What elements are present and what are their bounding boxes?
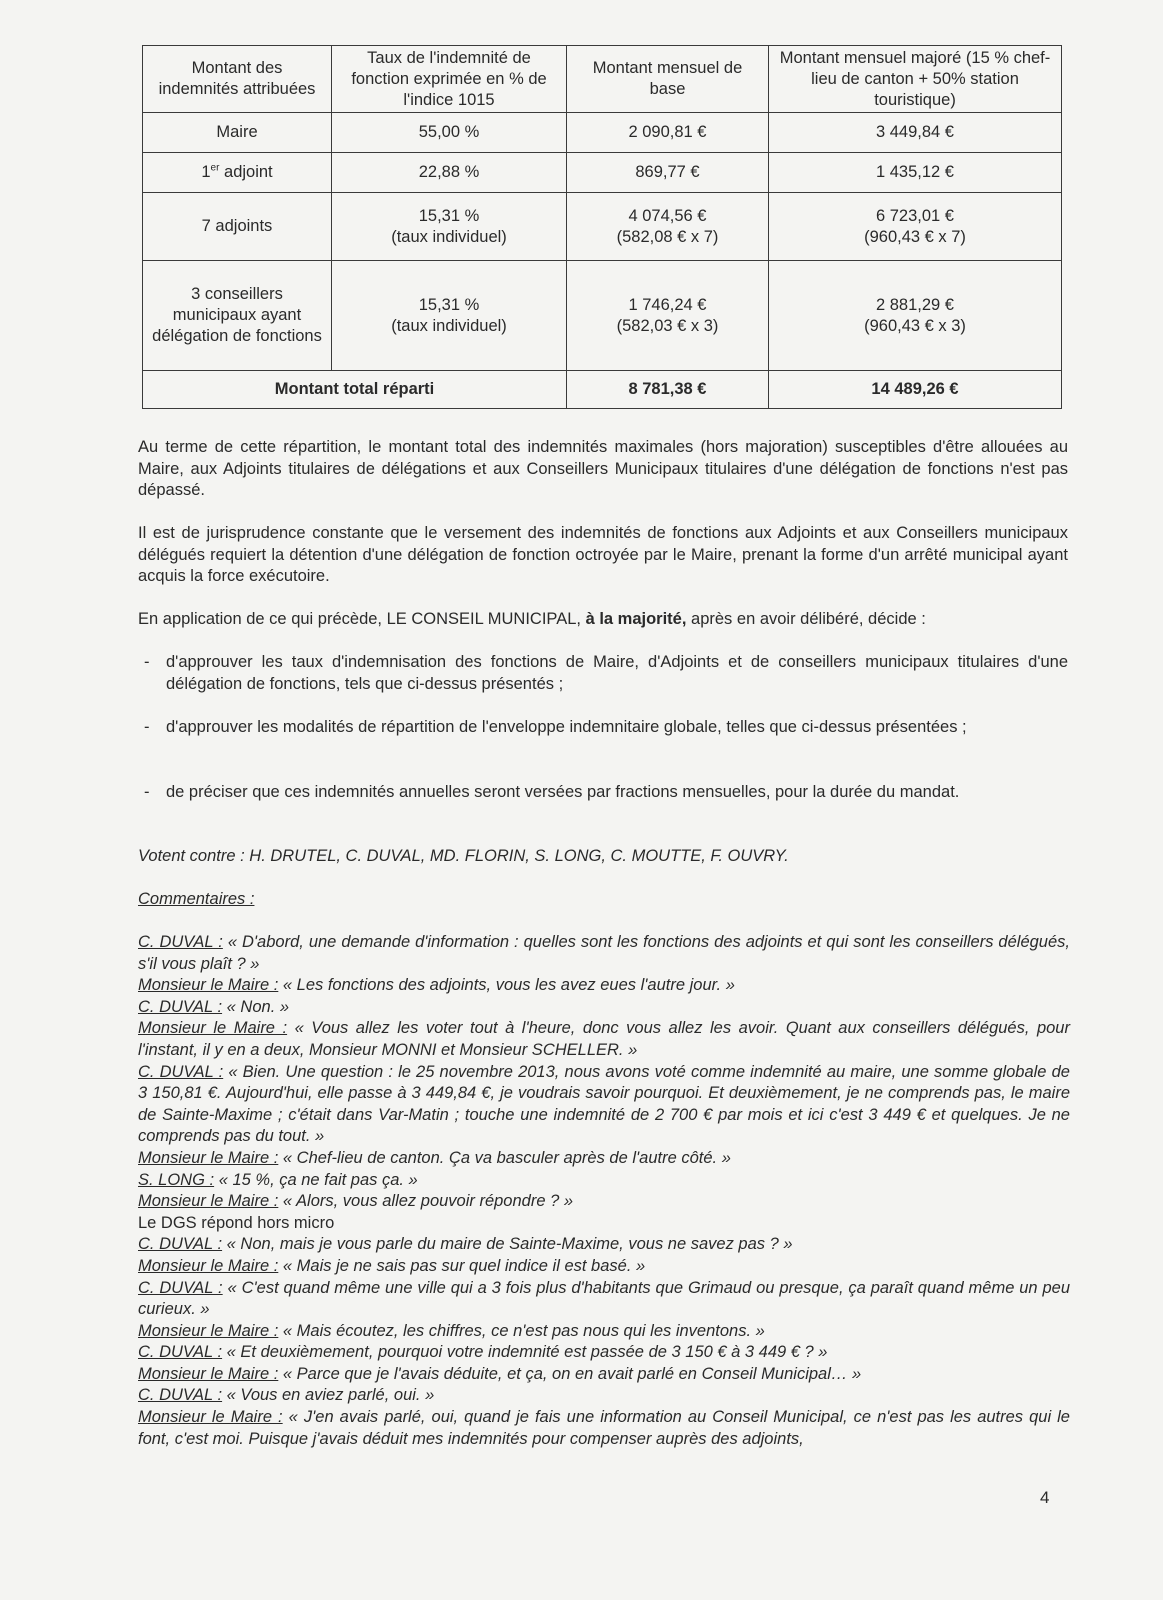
speech: « Et deuxièmement, pourquoi votre indemnité est passée de 3 150 € à 3 449 € ? » (222, 1343, 828, 1362)
dialogue-line (138, 1213, 1070, 1235)
speaker: C. DUVAL : (138, 1235, 223, 1254)
indemnity-table (142, 45, 1062, 409)
taux-note: (taux individuel) (391, 316, 507, 335)
total-majore: 14 489,26 € (769, 371, 1062, 409)
dialogue-line (138, 1385, 1070, 1407)
decision-text-end: après en avoir délibéré, décide : (686, 610, 926, 628)
majore-value: 2 881,29 € (876, 295, 954, 314)
row-majore: 1 435,12 € (769, 153, 1062, 193)
speech: « Vous en aviez parlé, oui. » (222, 1386, 435, 1405)
speech: « C'est quand même une ville qui a 3 fois plus d'habitants que Grimaud ou presque, ça paraît quand même un peu curieux. » (138, 1278, 1070, 1319)
row-taux: 55,00 % (332, 113, 567, 153)
speaker: Monsieur le Maire : (138, 1408, 283, 1427)
row-majore (769, 193, 1062, 261)
list-item (140, 652, 1068, 695)
speech: « J'en avais parlé, oui, quand je fais une information au Conseil Municipal, ce n'est pas les autres qui le font, c'est moi. Puisque j'avais déduit mes indemnités pour compenser auprès des adjoints, (138, 1408, 1070, 1448)
table-row (143, 193, 1062, 261)
paragraph-decision (138, 609, 1068, 631)
taux-value: 15,31 % (418, 206, 480, 225)
speech: « Chef-lieu de canton. Ça va basculer après de l'autre côté. » (278, 1148, 731, 1167)
speech: « Non. » (222, 997, 290, 1016)
row-label: 7 adjoints (143, 193, 332, 261)
dialogue-line (138, 1234, 1070, 1256)
dialogue-line (138, 1407, 1070, 1450)
dialogue-line (138, 997, 1070, 1019)
base-detail: (582,08 € x 7) (616, 227, 719, 246)
table-header-cell: Montant mensuel majoré (15 % chef-lieu de canton + 50% station touristique) (769, 46, 1062, 113)
majore-detail: (960,43 € x 7) (864, 227, 966, 246)
dialogue-line (138, 1321, 1070, 1343)
taux-note: (taux individuel) (391, 227, 507, 246)
speaker: Monsieur le Maire : (138, 976, 279, 995)
row-label: 3 conseillers municipaux ayant délégation de fonctions (143, 261, 332, 371)
speech: « Vous allez les voter tout à l'heure, donc vous allez les avoir. Quant aux conseillers délégués, pour l'instant, il y en a deux, Monsieur MONNI et Monsieur SCHELLER. » (138, 1019, 1070, 1059)
speech: « Alors, vous allez pouvoir répondre ? » (278, 1192, 574, 1211)
table-row (143, 113, 1062, 153)
speaker: Monsieur le Maire : (138, 1148, 279, 1167)
table-header-row (143, 46, 1062, 113)
speaker: C. DUVAL : (138, 1343, 223, 1362)
dialogue-line (138, 1278, 1070, 1321)
paragraph-repartition: Au terme de cette répartition, le montant total des indemnités maximales (hors majoration) susceptibles d'être allouées au Maire, aux Adjoints titulaires de délégations et aux Conseillers Municipaux titulaires d'une délégation de fonctions n'est pas dépassé. (138, 438, 1068, 499)
row-base: 869,77 € (567, 153, 769, 193)
page-number: 4 (1040, 1488, 1050, 1507)
speaker: C. DUVAL : (138, 1386, 223, 1405)
dialogue-line (138, 1148, 1070, 1170)
dialogue-line (138, 1062, 1070, 1148)
stage-note: Le DGS répond hors micro (138, 1213, 335, 1232)
decision-majority: à la majorité, (585, 610, 687, 628)
row-label: Maire (143, 113, 332, 153)
speaker: Monsieur le Maire : (138, 1364, 279, 1383)
dialogue-line (138, 1018, 1070, 1061)
base-detail: (582,03 € x 3) (616, 316, 719, 335)
row-label-number: 1 (201, 163, 211, 181)
bullet-text: d'approuver les taux d'indemnisation des fonctions de Maire, d'Adjoints et de conseillers municipaux titulaires d'une délégation de fonctions, tels que ci-dessus présentés ; (166, 653, 1068, 693)
table-row (143, 261, 1062, 371)
speaker: C. DUVAL : (138, 1278, 223, 1297)
base-value: 1 746,24 € (628, 295, 707, 314)
majore-detail: (960,43 € x 3) (864, 316, 966, 335)
row-taux (332, 261, 567, 371)
speech: « Les fonctions des adjoints, vous les avez eues l'autre jour. » (278, 976, 735, 995)
bullet-text: d'approuver les modalités de répartition de l'enveloppe indemnitaire globale, telles que ci-dessus présentées ; (166, 718, 967, 736)
row-base (567, 261, 769, 371)
speaker: Monsieur le Maire : (138, 1019, 288, 1038)
bullet-dash: - (144, 718, 150, 736)
speech: « Mais écoutez, les chiffres, ce n'est pas nous qui les inventons. » (278, 1321, 765, 1340)
decision-text: En application de ce qui précède, LE CONSEIL MUNICIPAL, (138, 610, 586, 628)
row-taux (332, 193, 567, 261)
table-header-cell: Montant mensuel de base (567, 46, 769, 113)
dialogue-line (138, 932, 1070, 975)
table-row (143, 153, 1062, 193)
dialogue (138, 932, 1070, 1450)
dialogue-line (138, 1342, 1070, 1364)
row-majore: 3 449,84 € (769, 113, 1062, 153)
row-label-sup: er (210, 162, 220, 174)
comments-heading: Commentaires : (138, 890, 255, 908)
table-header-cell: Montant des indemnités attribuées (143, 46, 332, 113)
row-label-text: adjoint (219, 163, 273, 181)
speech: « Mais je ne sais pas sur quel indice il est basé. » (278, 1256, 646, 1275)
speaker: C. DUVAL : (138, 1062, 224, 1081)
dialogue-line (138, 1256, 1070, 1278)
speaker: Monsieur le Maire : (138, 1321, 279, 1340)
base-value: 4 074,56 € (628, 206, 707, 225)
row-taux: 22,88 % (332, 153, 567, 193)
dialogue-line (138, 1191, 1070, 1213)
row-base: 2 090,81 € (567, 113, 769, 153)
bullet-text: de préciser que ces indemnités annuelles seront versées par fractions mensuelles, pour la durée du mandat. (166, 783, 960, 801)
majore-value: 6 723,01 € (876, 206, 954, 225)
speaker: Monsieur le Maire : (138, 1192, 279, 1211)
votes-against: Votent contre : H. DRUTEL, C. DUVAL, MD. FLORIN, S. LONG, C. MOUTTE, F. OUVRY. (138, 847, 789, 865)
paragraph-jurisprudence: Il est de jurisprudence constante que le versement des indemnités de fonctions aux Adjoints et aux Conseillers municipaux délégués requiert la détention d'une délégation de fonction octroyée par le Maire, prenant la forme d'un arrêté municipal ayant acquis la force exécutoire. (138, 524, 1068, 585)
taux-value: 15,31 % (418, 295, 480, 314)
bullet-dash: - (144, 783, 150, 801)
speaker: Monsieur le Maire : (138, 1256, 279, 1275)
speaker: C. DUVAL : (138, 933, 223, 951)
speech: « Non, mais je vous parle du maire de Sainte-Maxime, vous ne savez pas ? » (222, 1235, 793, 1254)
row-majore (769, 261, 1062, 371)
table-total-row (143, 371, 1062, 409)
row-label (143, 153, 332, 193)
speech: « Bien. Une question : le 25 novembre 2013, nous avons voté comme indemnité au maire, une somme globale de 3 150,81 €. Aujourd'hui, elle passe à 3 449,84 €, je voudrais savoir pourquoi. Et deuxièmement, je ne comprends pas, le maire de Sainte-Maxime ; c'était dans Var-Matin ; touche une indemnité de 2 700 € par mois et ici c'est 3 449 € et quelques. Je ne comprends pas du tout. » (138, 1062, 1070, 1146)
total-label: Montant total réparti (143, 371, 567, 409)
speaker: S. LONG : (138, 1170, 215, 1189)
speech: « 15 %, ça ne fait pas ça. » (214, 1170, 418, 1189)
dialogue-line (138, 1170, 1070, 1192)
speech: « Parce que je l'avais déduite, et ça, on en avait parlé en Conseil Municipal… » (278, 1364, 862, 1383)
speaker: C. DUVAL : (138, 997, 223, 1016)
row-base (567, 193, 769, 261)
total-base: 8 781,38 € (567, 371, 769, 409)
list-item (140, 717, 1068, 739)
list-item (140, 782, 1068, 804)
dialogue-line (138, 975, 1070, 997)
speech: « D'abord, une demande d'information : quelles sont les fonctions des adjoints et qui sont les conseillers délégués, s'il vous plaît ? » (138, 933, 1070, 973)
table-header-cell: Taux de l'indemnité de fonction exprimée en % de l'indice 1015 (332, 46, 567, 113)
bullet-dash: - (144, 653, 150, 671)
dialogue-line (138, 1364, 1070, 1386)
